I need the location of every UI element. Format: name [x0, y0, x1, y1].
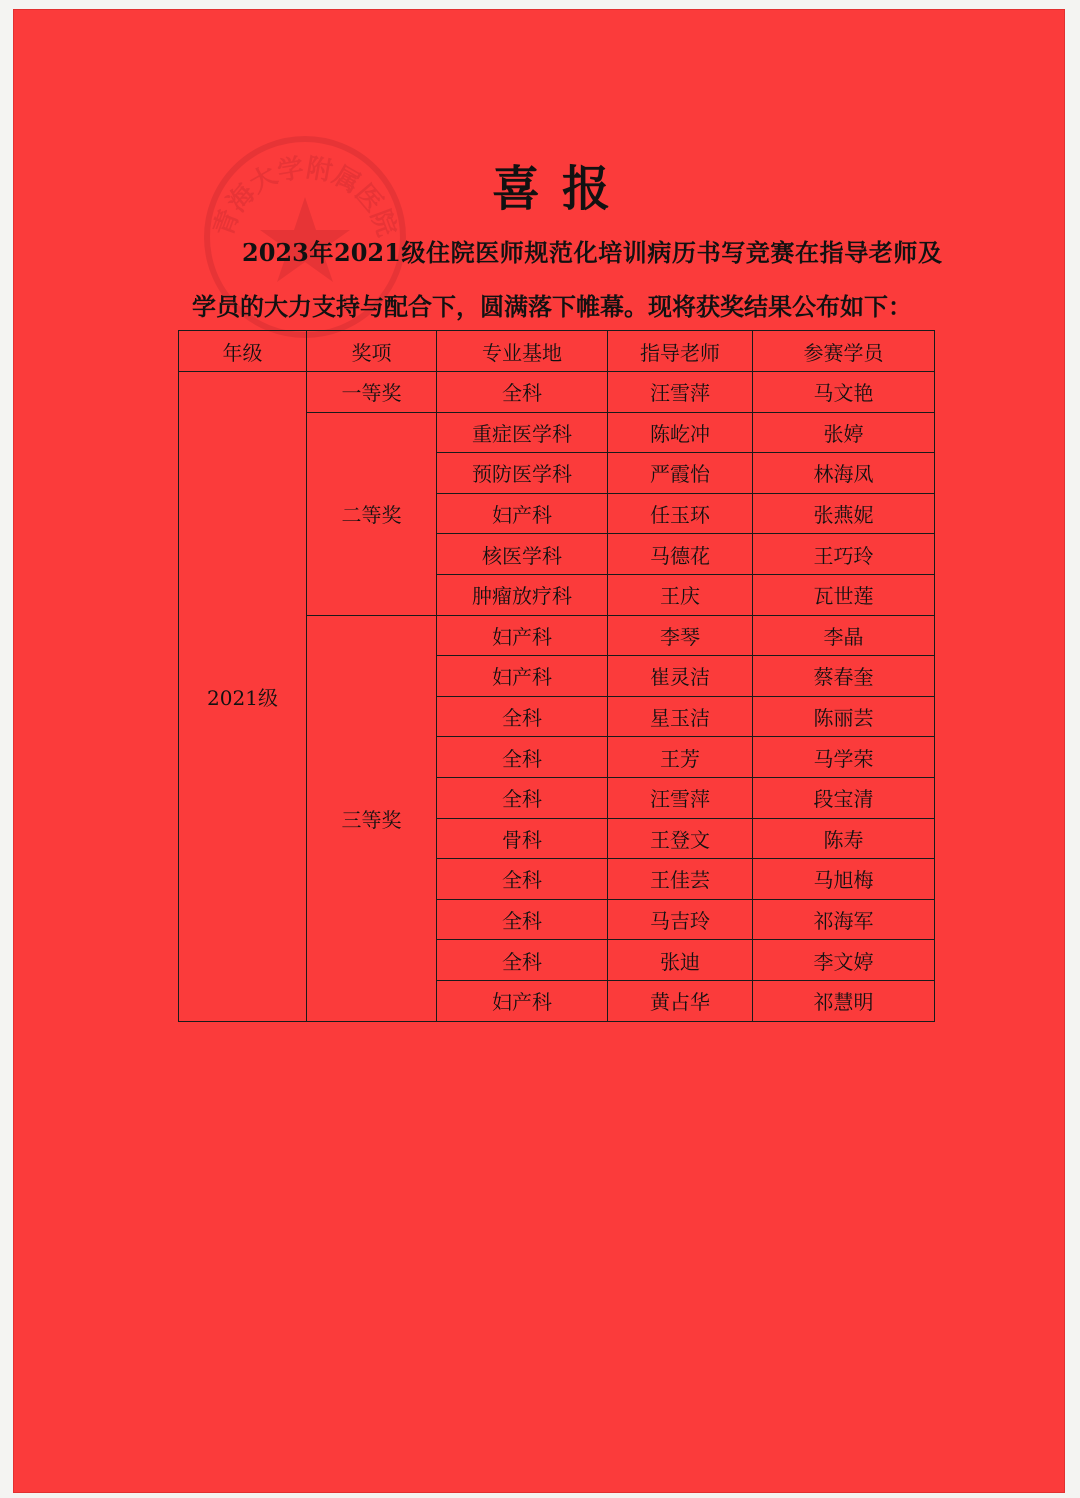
specialty-cell: 预防医学科	[437, 453, 608, 494]
student-cell: 李晶	[753, 615, 935, 656]
specialty-cell: 骨科	[437, 818, 608, 859]
specialty-cell: 全科	[437, 777, 608, 818]
student-cell: 祁海军	[753, 899, 935, 940]
student-cell: 蔡春奎	[753, 656, 935, 697]
award-third-cell: 三等奖	[307, 615, 437, 1021]
specialty-cell: 全科	[437, 737, 608, 778]
student-cell: 张燕妮	[753, 493, 935, 534]
table-row	[179, 372, 935, 413]
instructor-cell: 严霞怡	[608, 453, 753, 494]
instructor-cell: 李琴	[608, 615, 753, 656]
instructor-cell: 马吉玲	[608, 899, 753, 940]
grade-cell: 2021级	[179, 372, 307, 1022]
intro-paragraph: 2023年2021级住院医师规范化培训病历书写竞赛在指导老师及学员的大力支持与配合下，圆满落下帷幕。现将获奖结果公布如下：	[192, 238, 942, 321]
instructor-cell: 黄占华	[608, 980, 753, 1021]
student-cell: 马旭梅	[753, 859, 935, 900]
specialty-cell: 核医学科	[437, 534, 608, 575]
student-cell: 陈寿	[753, 818, 935, 859]
table-header-row	[179, 331, 935, 372]
header-award: 奖项	[307, 331, 437, 372]
specialty-cell: 全科	[437, 899, 608, 940]
instructor-cell: 汪雪萍	[608, 777, 753, 818]
instructor-cell: 陈屹冲	[608, 412, 753, 453]
header-specialty: 专业基地	[437, 331, 608, 372]
page-title: 喜报	[491, 161, 632, 217]
student-cell: 林海凤	[753, 453, 935, 494]
specialty-cell: 妇产科	[437, 656, 608, 697]
instructor-cell: 王芳	[608, 737, 753, 778]
specialty-cell: 妇产科	[437, 493, 608, 534]
instructor-cell: 崔灵洁	[608, 656, 753, 697]
student-cell: 李文婷	[753, 940, 935, 981]
instructor-cell: 王登文	[608, 818, 753, 859]
award-second-cell: 二等奖	[307, 412, 437, 615]
specialty-cell: 全科	[437, 940, 608, 981]
specialty-cell: 全科	[437, 696, 608, 737]
specialty-cell: 全科	[437, 859, 608, 900]
award-first-cell: 一等奖	[307, 372, 437, 413]
instructor-cell: 星玉洁	[608, 696, 753, 737]
student-cell: 王巧玲	[753, 534, 935, 575]
seal-text: 青海大学附属医院	[208, 153, 402, 241]
specialty-cell: 妇产科	[437, 980, 608, 1021]
instructor-cell: 张迪	[608, 940, 753, 981]
student-cell: 张婷	[753, 412, 935, 453]
instructor-cell: 王庆	[608, 574, 753, 615]
student-cell: 马学荣	[753, 737, 935, 778]
header-student: 参赛学员	[753, 331, 935, 372]
instructor-cell: 马德花	[608, 534, 753, 575]
specialty-cell: 全科	[437, 372, 608, 413]
header-instructor: 指导老师	[608, 331, 753, 372]
specialty-cell: 妇产科	[437, 615, 608, 656]
instructor-cell: 王佳芸	[608, 859, 753, 900]
student-cell: 瓦世莲	[753, 574, 935, 615]
header-grade: 年级	[179, 331, 307, 372]
student-cell: 祁慧明	[753, 980, 935, 1021]
awards-table	[178, 330, 935, 1022]
specialty-cell: 肿瘤放疗科	[437, 574, 608, 615]
instructor-cell: 汪雪萍	[608, 372, 753, 413]
specialty-cell: 重症医学科	[437, 412, 608, 453]
student-cell: 马文艳	[753, 372, 935, 413]
student-cell: 段宝清	[753, 777, 935, 818]
instructor-cell: 任玉环	[608, 493, 753, 534]
student-cell: 陈丽芸	[753, 696, 935, 737]
